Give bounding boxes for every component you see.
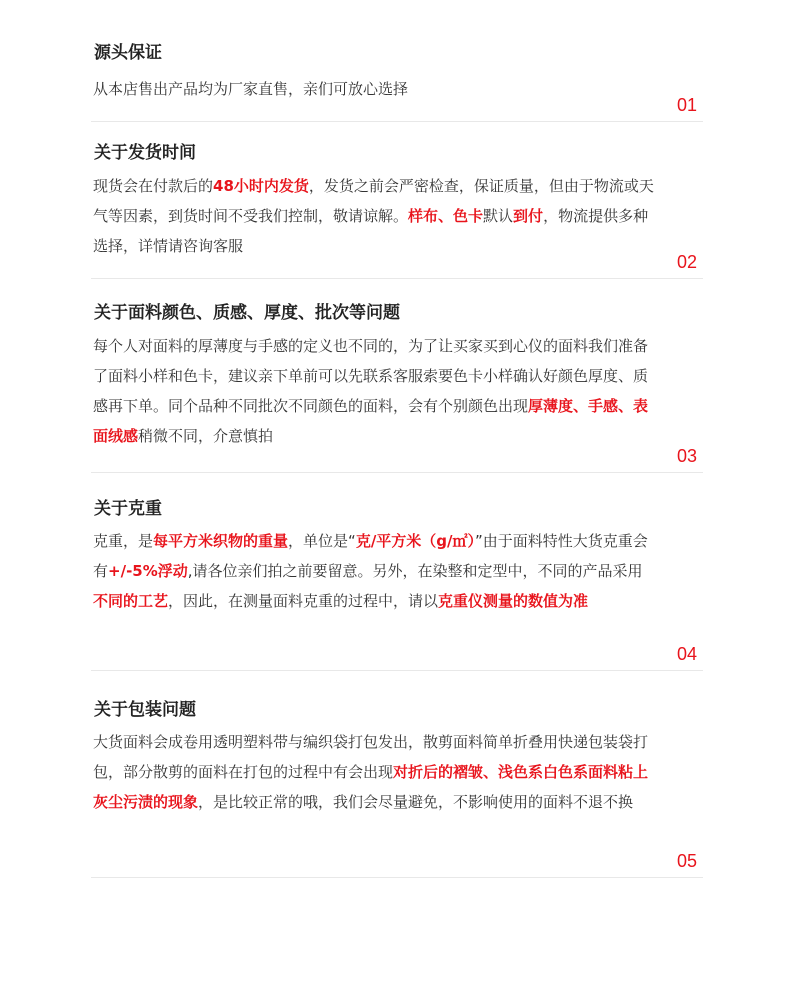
section-packaging <box>91 697 703 878</box>
section-number: 01 <box>676 95 697 115</box>
section-number: 03 <box>676 446 697 466</box>
body-text: ，是比较正常的哦，我们会尽量避免，不影响使用的面料不退不换 <box>198 793 634 811</box>
section-title: 关于面料颜色、质感、厚度、批次等问题 <box>94 303 400 323</box>
body-text: 克重，是 <box>93 532 154 550</box>
highlight-text: +/-5%浮动 <box>108 562 188 580</box>
section-title: 关于包装问题 <box>94 700 196 720</box>
section-body <box>93 74 655 104</box>
body-text: 大货面料会成卷用透明塑料带与编织袋打包发出，散剪面料简单折叠用快递包装袋打包，部分散剪的面料在打包的过程中有会出现 <box>93 733 649 781</box>
body-text: ，物流提供多种选择，详情请咨询客服 <box>93 207 649 255</box>
section-title: 关于克重 <box>94 499 162 519</box>
body-text: 从本店售出产品均为厂家直售，亲们可放心选择 <box>93 80 409 98</box>
highlight-text: 样布、色卡 <box>408 207 484 225</box>
section-source-guarantee <box>91 40 703 122</box>
body-text: 每个人对面料的厚薄度与手感的定义也不同的，为了让买家买到心仪的面料我们准备了面料小样和色卡，建议亲下单前可以先联系客服索要色卡小样确认好颜色厚度、质感再下单。同个品种不同批次不同颜色的面料，会有个别颜色出现 <box>93 337 649 415</box>
highlight-text: 克重仪测量的数值为准 <box>438 592 589 610</box>
section-number: 02 <box>676 252 697 272</box>
body-text: 默认 <box>483 207 514 225</box>
body-text: 稍微不同，介意慎拍 <box>138 427 274 445</box>
section-title: 源头保证 <box>94 43 162 63</box>
highlight-text: 每平方米织物的重量 <box>153 532 289 550</box>
highlight-text: 到付 <box>513 207 544 225</box>
section-body <box>93 526 655 616</box>
body-text: ，单位是“ <box>288 532 356 550</box>
section-shipping-time <box>91 140 703 279</box>
body-text: ，因此，在测量面料克重的过程中，请以 <box>168 592 439 610</box>
highlight-text: 厚薄度、手感、表面绒感 <box>93 397 649 445</box>
section-title: 关于发货时间 <box>94 143 196 163</box>
section-body <box>93 727 655 817</box>
body-text: ，发货之前会严密检查，保证质量，但由于物流或天气等因素，到货时间不受我们控制，敬请谅解。 <box>93 177 654 225</box>
section-number: 05 <box>676 851 697 871</box>
body-text: ”由于面料特性大货克重会有 <box>93 532 648 580</box>
section-color-texture <box>91 300 703 473</box>
section-number: 04 <box>676 644 697 664</box>
section-body <box>93 171 655 261</box>
section-fabric-weight <box>91 496 703 671</box>
section-body <box>93 331 655 451</box>
highlight-text: 48小时内发货 <box>213 177 309 195</box>
body-text: ,请各位亲们拍之前要留意。另外，在染整和定型中，不同的产品采用 <box>187 562 643 580</box>
highlight-text: 克/平方米（g/㎡） <box>355 532 476 550</box>
highlight-text: 不同的工艺 <box>93 592 169 610</box>
highlight-text: 对折后的褶皱、浅色系白色系面料粘上灰尘污渍的现象 <box>93 763 649 811</box>
body-text: 现货会在付款后的 <box>93 177 214 195</box>
